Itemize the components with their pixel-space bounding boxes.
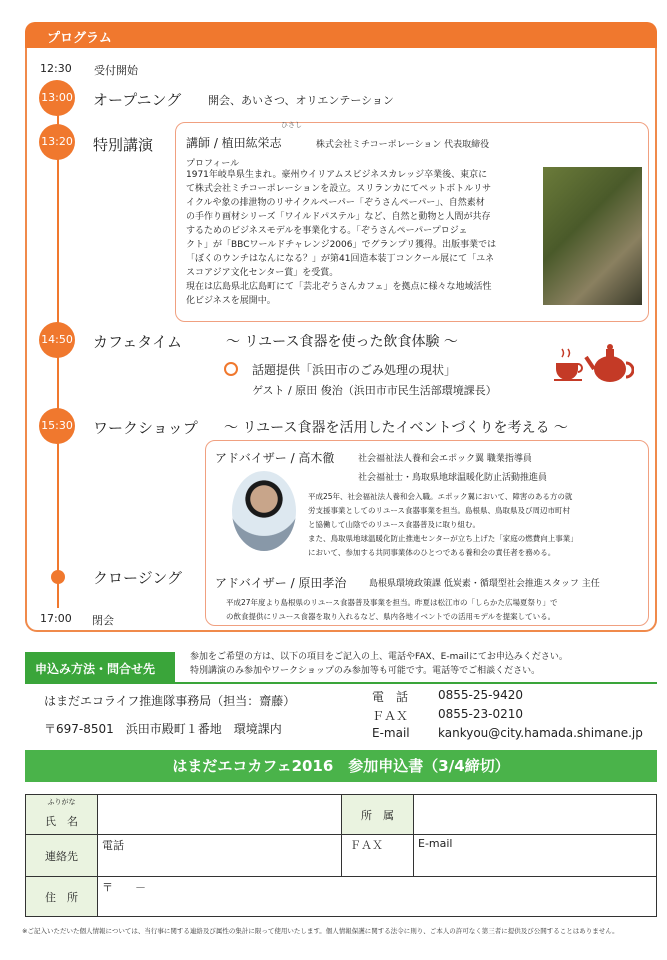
- adviser1-text: 平成25年、社会福祉法人養和会入職。エポック翼において、障害のある方の就 労支援事業としてのリユース食器事業を担当。島根県、鳥取県及び周辺市町村 と協働して山陰でのリユース食器普及に取り組む。 また、鳥取県地球温暖化防止推進センターが立ち上げた「家庭の燃費向上事業」 において、参加する共同事業体のひとつである養和会の責任者を務める。: [308, 492, 578, 557]
- cafe-topic: 話題提供「浜田市のごみ処理の現状」: [252, 363, 457, 377]
- tel-label: 電話: [102, 839, 124, 852]
- closing-title: クロージング: [93, 569, 183, 587]
- phone-label: 電 話: [372, 690, 409, 704]
- lecture-speaker: 講師 / 植田紘栄志: [186, 136, 282, 150]
- adviser1-role1: 社会福祉法人養和会エポック翼 職業指導員: [358, 454, 532, 464]
- address-field[interactable]: [98, 877, 657, 917]
- privacy-note: ※ご記入いただいた個人情報については、当行事に関する連絡及び属性の集計に限って使用いたします。個人情報保護に関する法令に則り、ご本人の許可なく第三者に提供及び公開することはありません。: [22, 927, 619, 935]
- furigana-label: ふりがな: [47, 798, 76, 806]
- lecture-affiliation: 株式会社ミチコーポレーション 代表取締役: [316, 140, 490, 150]
- workshop-subtitle: ～ リユース食器を活用したイベントづくりを考える ～: [224, 420, 568, 436]
- workshop-title: ワークショップ: [93, 419, 198, 437]
- cafe-guest: ゲスト / 原田 俊治（浜田市市民生活部環境課長）: [252, 384, 497, 397]
- speaker-photo: [543, 167, 642, 305]
- teapot-icon: [552, 335, 634, 385]
- program-header: [25, 22, 657, 48]
- fax-label: ＦＡＸ: [372, 709, 409, 723]
- contact-instructions: 参加をご希望の方は、以下の項目をご記入の上、電話やFAX、E-mailにてお申込みください。 特別講演のみ参加やワークショップのみ参加等も可能です。電話等でご相談ください。: [190, 652, 568, 676]
- opening-desc: 開会、あいさつ、オリエンテーション: [208, 94, 394, 107]
- time-1300: 13:00: [39, 80, 75, 116]
- fax-number: 0855-23-0210: [438, 707, 524, 721]
- speaker-ruby: ひさし: [281, 121, 302, 129]
- fax-field-label: ＦＡＸ: [350, 839, 383, 852]
- cafe-subtitle: ～ リユース食器を使った飲食体験 ～: [226, 334, 458, 350]
- profile-label: プロフィール: [186, 159, 240, 169]
- time-1450: 14:50: [39, 322, 75, 358]
- application-form: [25, 794, 657, 917]
- opening-title: オープニング: [93, 91, 182, 109]
- email-field-label: E-mail: [418, 837, 453, 850]
- postal-label: 〒 －: [102, 881, 146, 894]
- adviser1-role2: 社会福祉士・鳥取県地球温暖化防止活動推進員: [358, 473, 548, 483]
- lecture-title: 特別講演: [93, 136, 154, 154]
- reception-label: 受付開始: [94, 64, 138, 77]
- time-1700: 17:00: [40, 612, 72, 625]
- contact-header: 連絡先: [26, 835, 98, 877]
- adviser2-text: 平成27年度より島根県のリユース食器普及事業を担当。昨夏は松江市の「しらかた広場夏祭り」で の飲食提供にリユース食器を取り入れるなど、県内各地イベントでの活用モデルを提案している。: [226, 598, 558, 621]
- office-name: はまだエコライフ推進隊事務局（担当：齋藤）: [44, 694, 296, 708]
- time-1230: 12:30: [40, 62, 72, 75]
- adviser1-photo: [232, 471, 296, 551]
- closing-dot: [51, 570, 65, 584]
- affiliation-field[interactable]: [414, 795, 657, 835]
- name-header: [26, 795, 98, 835]
- email-label: E-mail: [372, 726, 410, 740]
- form-title: はまだエコカフェ2016 参加申込書（3/4締切）: [25, 750, 657, 782]
- fax-field[interactable]: [342, 835, 414, 877]
- adviser2-name: アドバイザー / 原田孝治: [215, 576, 347, 590]
- adviser2-role: 島根県環境政策課 低炭素・循環型社会推進スタッフ 主任: [369, 579, 600, 589]
- tel-field[interactable]: [98, 835, 342, 877]
- address-header: 住 所: [26, 877, 98, 917]
- time-1320: 13:20: [39, 124, 75, 160]
- profile-text: 1971年岐阜県生まれ。豪州ウイリアムスビジネスカレッジ卒業後、東京に て株式会社ミチコーポレーションを設立。スリランカにてペットボトルリサ イクルや象の排泄物のリサイクルペーパー「ぞうさんペーパー」、自然素材 の手作り画材シリーズ「ワイルドパステル」など、自然と動物と人間が共存 するためのビジネスモデルを事業化する。「ぞうさんペーパープロジェ クト」が「BBCワールドチャレンジ2006」でグランプリ獲得。出版事業では 「ぼくのウンチはなんになる？」が第41回造本装丁コンクール展にて「ユネ スコアジア文化センター賞」を受賞。 現在は広島県北広島町にて「芸北ぞうさんカフェ」を拠点に様々な地域活性 化ビジネスを展開中。: [186, 170, 497, 306]
- cafe-title: カフェタイム: [93, 333, 182, 351]
- email-field[interactable]: [414, 835, 657, 877]
- name-field[interactable]: [98, 795, 342, 835]
- affiliation-header: 所 属: [342, 795, 414, 835]
- contact-divider: [25, 682, 657, 684]
- name-label: 氏 名: [45, 815, 78, 828]
- program-header-label: プログラム: [47, 31, 112, 46]
- time-1530: 15:30: [39, 408, 75, 444]
- office-address: 〒697-8501 浜田市殿町１番地 環境課内: [44, 722, 282, 736]
- email-address[interactable]: kankyou@city.hamada.shimane.jp: [438, 726, 643, 740]
- phone-number[interactable]: 0855-25-9420: [438, 688, 524, 702]
- topic-bullet-icon: [224, 362, 238, 376]
- close-label: 閉会: [92, 614, 114, 627]
- contact-label: 申込み方法・問合せ先: [25, 652, 175, 682]
- adviser1-name: アドバイザー / 高木徹: [215, 451, 335, 465]
